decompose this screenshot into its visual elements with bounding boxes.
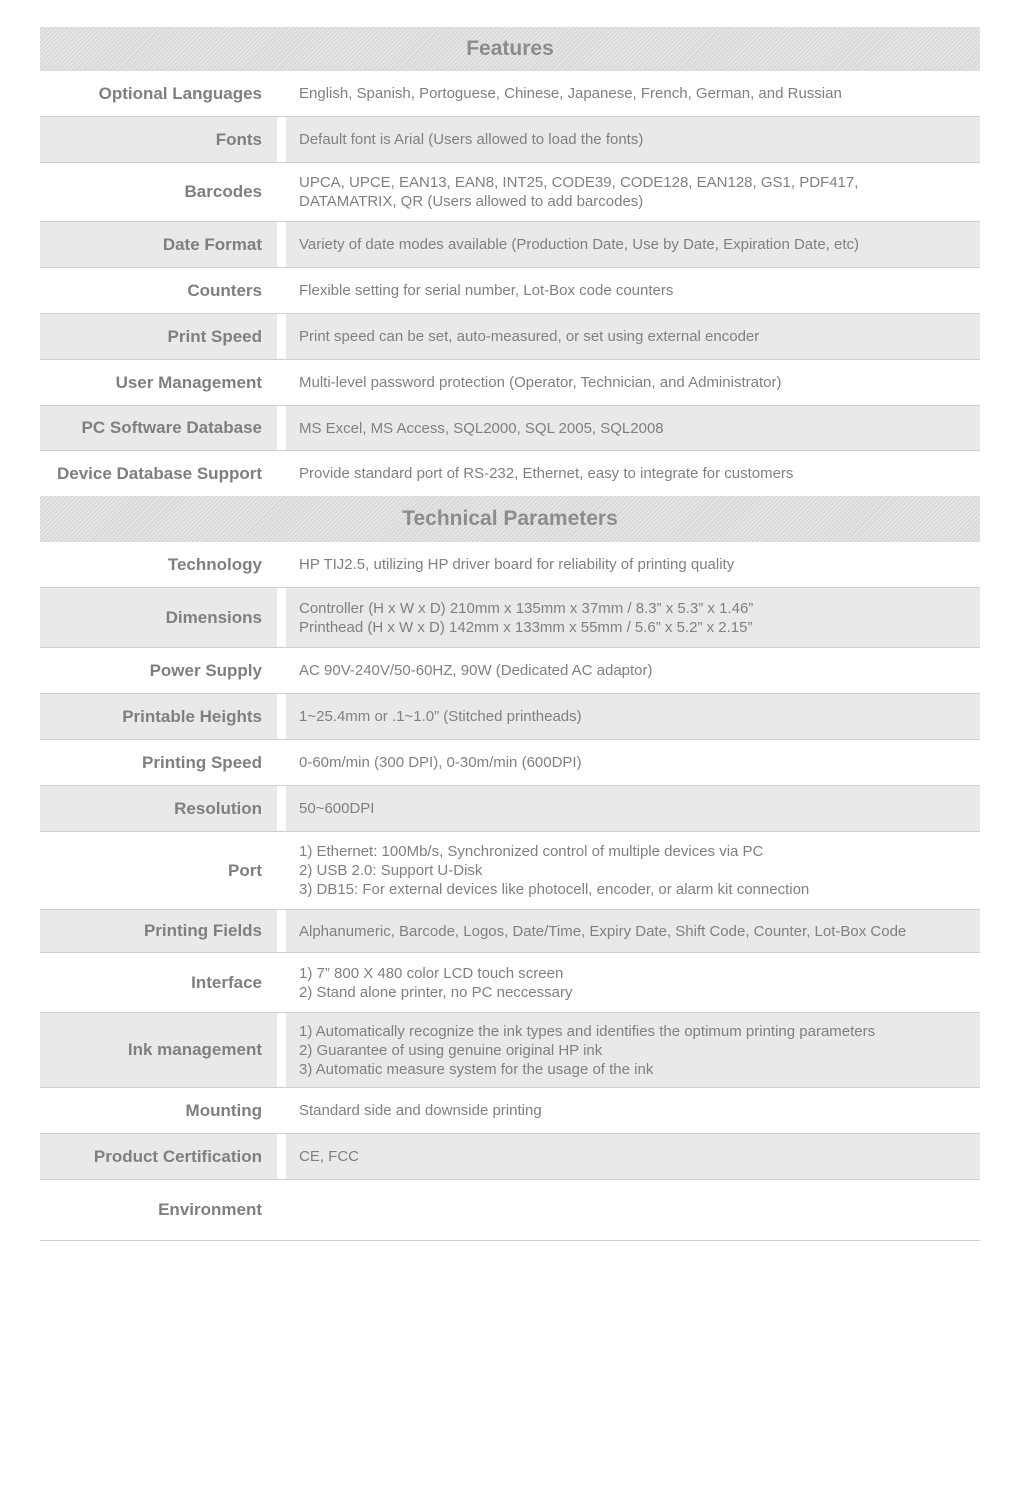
value-line: Flexible setting for serial number, Lot-Box code counters bbox=[299, 282, 674, 299]
value-line: Controller (H x W x D) 210mm x 135mm x 37mm / 8.3” x 5.3” x 1.46” bbox=[299, 599, 754, 617]
value-line: AC 90V-240V/50-60HZ, 90W (Dedicated AC adaptor) bbox=[299, 662, 653, 679]
value-line: 2) Stand alone printer, no PC neccessary bbox=[299, 983, 573, 1001]
value-line: MS Excel, MS Access, SQL2000, SQL 2005, SQL2008 bbox=[299, 419, 664, 437]
row-label: Environment bbox=[158, 1200, 262, 1219]
row-label: Technology bbox=[167, 554, 262, 574]
table-row bbox=[40, 910, 980, 953]
value-line: 1~25.4mm or .1~1.0” (Stitched printheads) bbox=[299, 708, 582, 725]
row-label: Print Speed bbox=[40, 314, 277, 359]
row-value bbox=[286, 694, 980, 739]
table-row bbox=[40, 360, 980, 406]
value-line: 1) 7” 800 X 480 color LCD touch screen bbox=[299, 964, 564, 982]
row-label: PC Software Database bbox=[40, 406, 277, 450]
row-label: Port bbox=[228, 860, 262, 880]
table-row bbox=[40, 740, 980, 786]
row-value bbox=[286, 832, 980, 909]
row-value bbox=[286, 542, 980, 587]
row-value bbox=[286, 1013, 980, 1087]
value-line: 3) Automatic measure system for the usage of the ink bbox=[299, 1060, 654, 1078]
value-line: DATAMATRIX, QR (Users allowed to add barcodes) bbox=[299, 193, 644, 210]
row-label: Mounting bbox=[185, 1100, 262, 1120]
table-row bbox=[40, 1134, 980, 1180]
value-line: Alphanumeric, Barcode, Logos, Date/Time, Expiry Date, Shift Code, Counter, Lot-Box Code bbox=[299, 922, 907, 940]
row-label: Ink management bbox=[40, 1013, 277, 1087]
spec-table bbox=[40, 27, 980, 1241]
value-line: Variety of date modes available (Production Date, Use by Date, Expiration Date, etc) bbox=[299, 236, 860, 253]
table-row bbox=[40, 314, 980, 360]
row-label: Interface bbox=[191, 972, 262, 992]
row-value bbox=[286, 71, 980, 116]
section-header-technical: Technical Parameters bbox=[40, 496, 980, 542]
value-line: 50~600DPI bbox=[299, 800, 375, 817]
value-line: UPCA, UPCE, EAN13, EAN8, INT25, CODE39, CODE128, EAN128, GS1, PDF417, bbox=[299, 174, 859, 191]
table-row bbox=[40, 117, 980, 163]
value-line: CE, FCC bbox=[299, 1148, 359, 1165]
row-label: Optional Languages bbox=[98, 83, 262, 103]
table-row bbox=[40, 542, 980, 588]
row-value bbox=[286, 314, 980, 359]
row-label: Resolution bbox=[40, 786, 277, 831]
table-row bbox=[40, 832, 980, 910]
table-row bbox=[40, 648, 980, 694]
value-line: 2) Guarantee of using genuine original HP ink bbox=[299, 1041, 603, 1059]
row-value bbox=[286, 222, 980, 267]
value-line: English, Spanish, Portoguese, Chinese, Japanese, French, German, and Russian bbox=[299, 85, 842, 102]
row-value bbox=[286, 451, 980, 496]
row-value bbox=[286, 163, 980, 221]
table-row bbox=[40, 694, 980, 740]
row-value bbox=[286, 740, 980, 785]
value-line: 1) Automatically recognize the ink types and identifies the optimum printing parameters bbox=[299, 1022, 876, 1040]
row-label: Date Format bbox=[40, 222, 277, 267]
table-row bbox=[40, 163, 980, 222]
table-row bbox=[40, 953, 980, 1013]
table-row bbox=[40, 1013, 980, 1088]
row-value bbox=[286, 910, 980, 952]
row-value bbox=[286, 1180, 980, 1240]
value-line: 2) USB 2.0: Support U-Disk bbox=[299, 862, 483, 879]
value-line: Printhead (H x W x D) 142mm x 133mm x 55mm / 5.6” x 5.2” x 2.15” bbox=[299, 618, 753, 636]
table-row bbox=[40, 222, 980, 268]
row-value bbox=[286, 117, 980, 162]
table-row bbox=[40, 268, 980, 314]
table-row bbox=[40, 406, 980, 451]
row-label: Printable Heights bbox=[40, 694, 277, 739]
row-label: Barcodes bbox=[184, 182, 262, 201]
value-line: Standard side and downside printing bbox=[299, 1102, 542, 1119]
row-value bbox=[286, 1134, 980, 1179]
row-value bbox=[286, 360, 980, 405]
table-row bbox=[40, 588, 980, 648]
value-line: Multi-level password protection (Operator, Technician, and Administrator) bbox=[299, 374, 782, 391]
value-line: HP TIJ2.5, utilizing HP driver board for reliability of printing quality bbox=[299, 556, 735, 573]
row-value bbox=[286, 588, 980, 647]
row-value bbox=[286, 953, 980, 1012]
table-row bbox=[40, 1180, 980, 1241]
row-label: User Management bbox=[115, 372, 262, 392]
table-row bbox=[40, 71, 980, 117]
section-header-features: Features bbox=[40, 27, 980, 71]
row-label: Dimensions bbox=[40, 588, 277, 647]
row-label: Device Database Support bbox=[56, 463, 262, 483]
table-row bbox=[40, 451, 980, 496]
row-value bbox=[286, 406, 980, 450]
table-row bbox=[40, 786, 980, 832]
row-value bbox=[286, 648, 980, 693]
row-label: Power Supply bbox=[149, 660, 262, 680]
value-line: Default font is Arial (Users allowed to load the fonts) bbox=[299, 131, 644, 148]
row-value bbox=[286, 786, 980, 831]
row-label: Printing Fields bbox=[40, 910, 277, 952]
row-label: Counters bbox=[187, 280, 262, 300]
row-label: Fonts bbox=[40, 117, 277, 162]
table-row bbox=[40, 1088, 980, 1134]
value-line: 0-60m/min (300 DPI), 0-30m/min (600DPI) bbox=[299, 754, 582, 771]
value-line: Provide standard port of RS-232, Ethernet, easy to integrate for customers bbox=[299, 465, 794, 482]
row-label: Printing Speed bbox=[142, 752, 262, 772]
row-value bbox=[286, 1088, 980, 1133]
row-label: Product Certification bbox=[40, 1134, 277, 1179]
value-line: 3) DB15: For external devices like photocell, encoder, or alarm kit connection bbox=[299, 881, 810, 898]
row-value bbox=[286, 268, 980, 313]
value-line: 1) Ethernet: 100Mb/s, Synchronized control of multiple devices via PC bbox=[299, 843, 764, 860]
value-line: Print speed can be set, auto-measured, or set using external encoder bbox=[299, 328, 760, 345]
